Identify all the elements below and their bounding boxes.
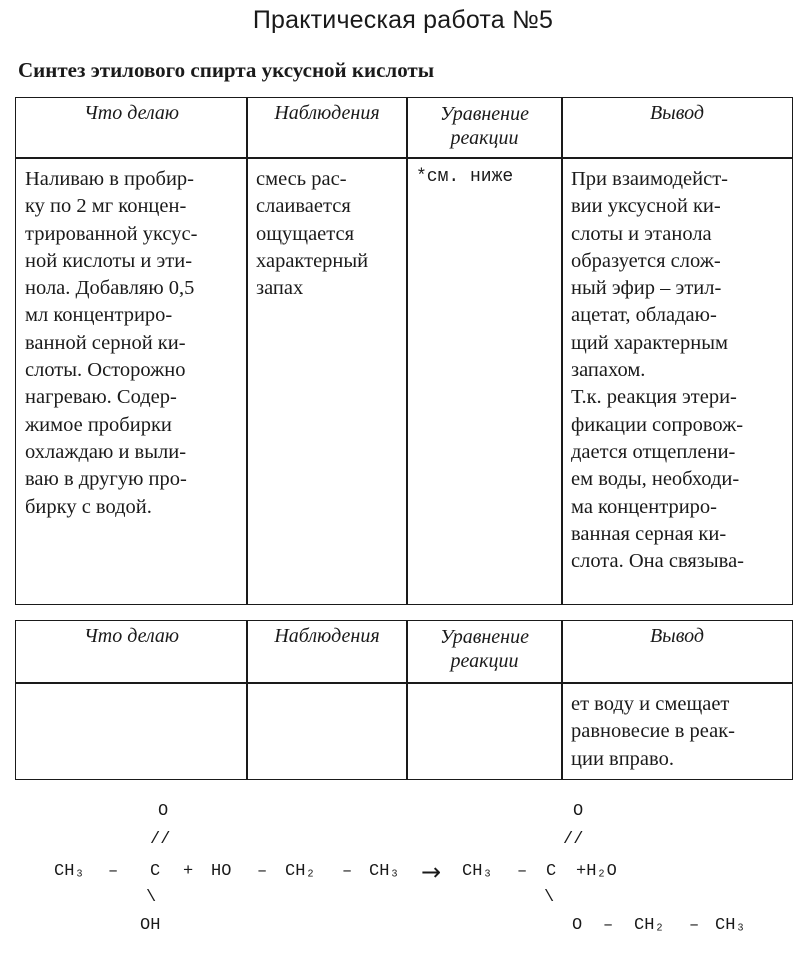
eq-single-bond-1: \ [146, 888, 157, 907]
table-2-header-conclusion: Вывод [561, 620, 793, 684]
table-2 [15, 620, 793, 780]
table-2-cell-observations [246, 682, 408, 780]
table-1-header-conclusion: Вывод [561, 97, 793, 159]
table-2-header-action: Что делаю [15, 620, 248, 684]
table-1-cell-action: Наливаю в пробир- ку по 2 мг концен- трированной уксус- ной кислоты и эти- нола. Добавляю 0,5 мл концентриро- ванной серной ки- слоты. Осторожно нагреваю. Содер- жимое пробирки охлаждаю и выли- ваю в другую про- бирку с водой. [15, 157, 248, 605]
eq-double-bond-2: // [563, 830, 584, 849]
eq-dash-1: – [108, 862, 119, 881]
eq-ho: HO [211, 862, 232, 881]
eq-dash-2: – [257, 862, 268, 881]
eq-ch2-2: CH₂ [634, 916, 665, 935]
eq-dash-5: – [603, 916, 614, 935]
table-1 [15, 97, 793, 605]
table-2-header-observations: Наблюдения [246, 620, 408, 684]
eq-c-2: C [546, 862, 557, 881]
eq-dash-3: – [342, 862, 353, 881]
table-2-cell-conclusion: ет воду и смещает равновесие в реак- ции вправо. [561, 682, 793, 780]
eq-ch3-4: CH₃ [715, 916, 746, 935]
table-1-header-equation: Уравнение реакции [406, 97, 563, 159]
table-1-cell-conclusion: При взаимодейст- вии уксусной ки- слоты и этанола образуется слож- ный эфир – этил- ацетат, обладаю- щий характерным запахом. Т.к. реакция этери- фикации сопровож- дается отщеплени- ем воды, необходи- ма концентриро- ванная серная ки- слота. Она связыва- [561, 157, 793, 605]
eq-ch3-2: CH₃ [369, 862, 400, 881]
eq-o-bottom: O [572, 916, 583, 935]
table-2-header-equation: Уравнение реакции [406, 620, 563, 684]
table-1-cell-equation: *см. ниже [406, 157, 563, 605]
table-1-cell-observations: смесь рас- слаивается ощущается характерный запах [246, 157, 408, 605]
eq-o-top-1: O [158, 802, 169, 821]
eq-ch3-3: CH₃ [462, 862, 493, 881]
table-1-header-observations: Наблюдения [246, 97, 408, 159]
table-1-header-action: Что делаю [15, 97, 248, 159]
table-2-cell-equation [406, 682, 563, 780]
eq-dash-6: – [689, 916, 700, 935]
eq-c-1: C [150, 862, 161, 881]
eq-dash-4: – [517, 862, 528, 881]
eq-o-top-2: O [573, 802, 584, 821]
eq-ch2-1: CH₂ [285, 862, 316, 881]
eq-plus-h2o: +H₂O [576, 862, 617, 881]
eq-ch3-1: CH₃ [54, 862, 85, 881]
eq-oh: OH [140, 916, 161, 935]
section-subtitle: Синтез этилового спирта уксусной кислоты [18, 58, 435, 82]
table-2-cell-action [15, 682, 248, 780]
eq-plus-1: + [183, 862, 194, 881]
reaction-equation [0, 800, 806, 950]
eq-single-bond-2: \ [544, 888, 555, 907]
page-title: Практическая работа №5 [252, 6, 554, 34]
eq-double-bond-1: // [150, 830, 171, 849]
eq-arrow: → [421, 858, 442, 886]
